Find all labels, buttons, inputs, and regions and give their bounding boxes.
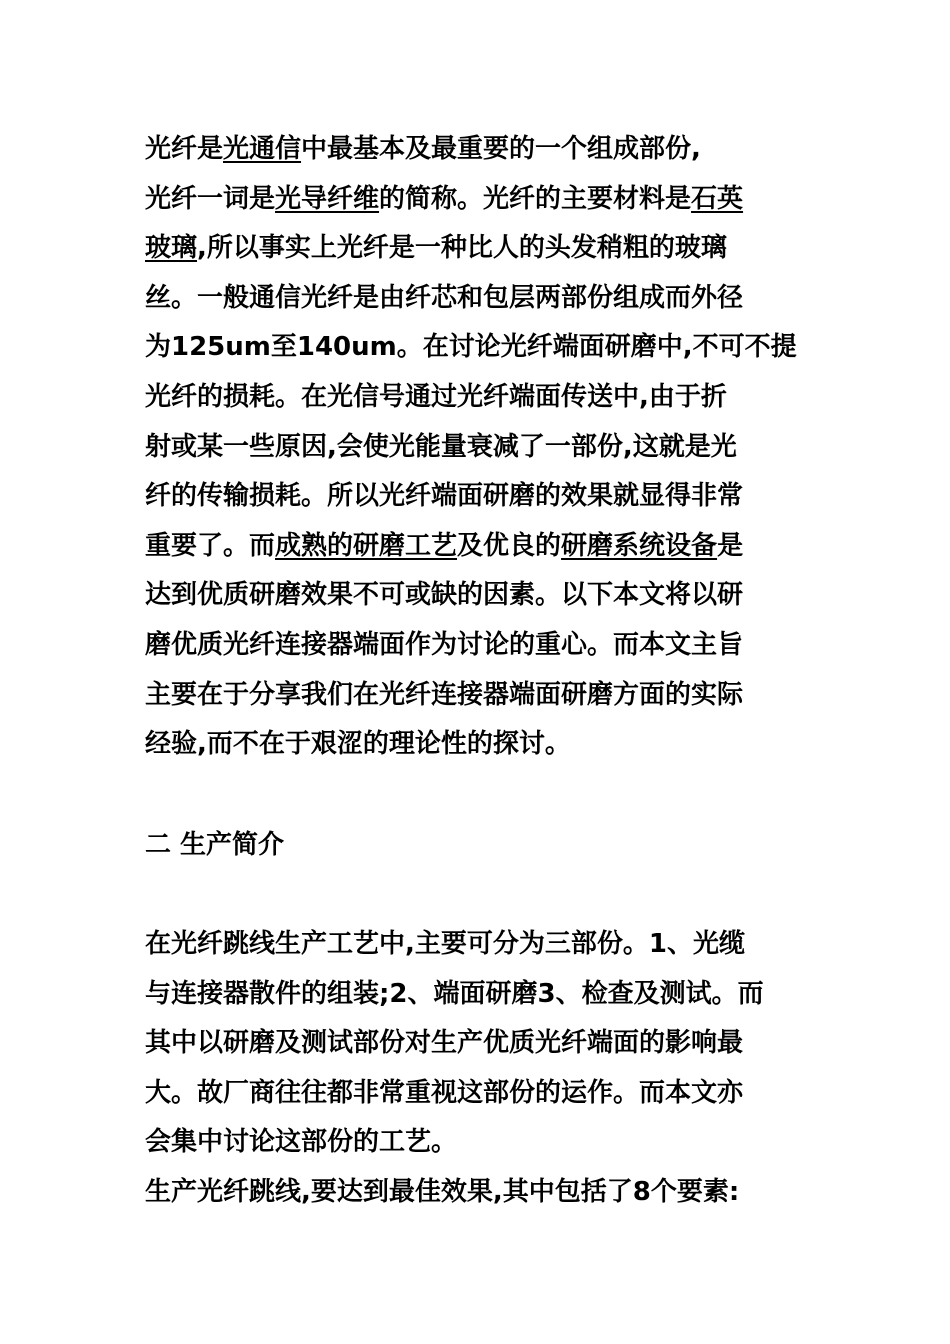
text-segment: 在光纤跳线生产工艺中,主要可分为三部份。1、光缆 (145, 929, 745, 959)
intro-paragraph (145, 125, 825, 770)
linked-term[interactable]: 光导纤维 (275, 183, 380, 214)
text-line (145, 373, 825, 423)
text-segment: 光纤是 (145, 134, 224, 164)
linked-term[interactable]: 研磨系统设备 (561, 530, 718, 561)
text-segment: 生产光纤跳线,要达到最佳效果,其中包括了8个要素: (145, 1176, 740, 1207)
text-segment: 是 (717, 530, 744, 561)
text-line (145, 1168, 835, 1218)
text-segment: 大。故厂商往往都非常重视这部份的运作。而本文亦 (145, 1077, 744, 1108)
text-line (145, 1118, 835, 1168)
text-line (145, 571, 825, 621)
text-line (145, 1069, 835, 1119)
text-segment: ,所以事实上光纤是一种比人的头发稍粗的玻璃 (197, 233, 727, 264)
text-segment: 中最基本及最重要的一个组成部份, (301, 134, 701, 164)
production-paragraph (145, 920, 835, 1218)
text-line (145, 621, 825, 671)
text-line (145, 323, 825, 373)
linked-term[interactable]: 玻璃 (145, 233, 198, 264)
linked-term[interactable]: 石英 (691, 183, 744, 214)
text-line (145, 970, 835, 1020)
text-line (145, 224, 825, 274)
text-line (145, 125, 825, 175)
text-line (145, 472, 825, 522)
text-line (145, 522, 825, 572)
text-segment: 纤的传输损耗。所以光纤端面研磨的效果就显得非常 (145, 481, 744, 512)
text-segment: 丝。一般通信光纤是由纤芯和包层两部份组成而外径 (145, 282, 744, 313)
text-segment: 主要在于分享我们在光纤连接器端面研磨方面的实际 (145, 679, 744, 710)
text-segment: 与连接器散件的组装;2、端面研磨3、检查及测试。而 (145, 978, 764, 1009)
section-heading: 二 生产简介 (145, 830, 285, 860)
text-line (145, 1019, 835, 1069)
text-segment: 其中以研磨及测试部份对生产优质光纤端面的影响最 (145, 1028, 744, 1059)
text-line (145, 175, 825, 225)
text-segment: 会集中讨论这部份的工艺。 (145, 1127, 458, 1158)
text-segment: 的简称。光纤的主要材料是 (379, 183, 692, 214)
text-segment: 经验,而不在于艰涩的理论性的探讨。 (145, 729, 571, 760)
text-segment: 光纤一词是 (145, 183, 276, 214)
text-segment: 及优良的 (457, 530, 562, 561)
text-segment: 磨优质光纤连接器端面作为讨论的重心。而本文主旨 (145, 629, 744, 660)
text-segment: 光纤的损耗。在光信号通过光纤端面传送中,由于折 (145, 381, 727, 412)
text-line (145, 920, 835, 970)
text-segment: 为125um至140um。在讨论光纤端面研磨中,不可不提 (145, 332, 797, 363)
text-line (145, 274, 825, 324)
linked-term[interactable]: 成熟的研磨工艺 (275, 530, 458, 561)
text-line (145, 720, 825, 770)
text-segment: 射或某一些原因,会使光能量衰减了一部份,这就是光 (145, 431, 737, 462)
text-line (145, 671, 825, 721)
linked-term[interactable]: 光通信 (223, 134, 302, 164)
text-segment: 达到优质研磨效果不可或缺的因素。以下本文将以研 (145, 580, 744, 611)
text-segment: 重要了。而 (145, 530, 276, 561)
text-line (145, 423, 825, 473)
